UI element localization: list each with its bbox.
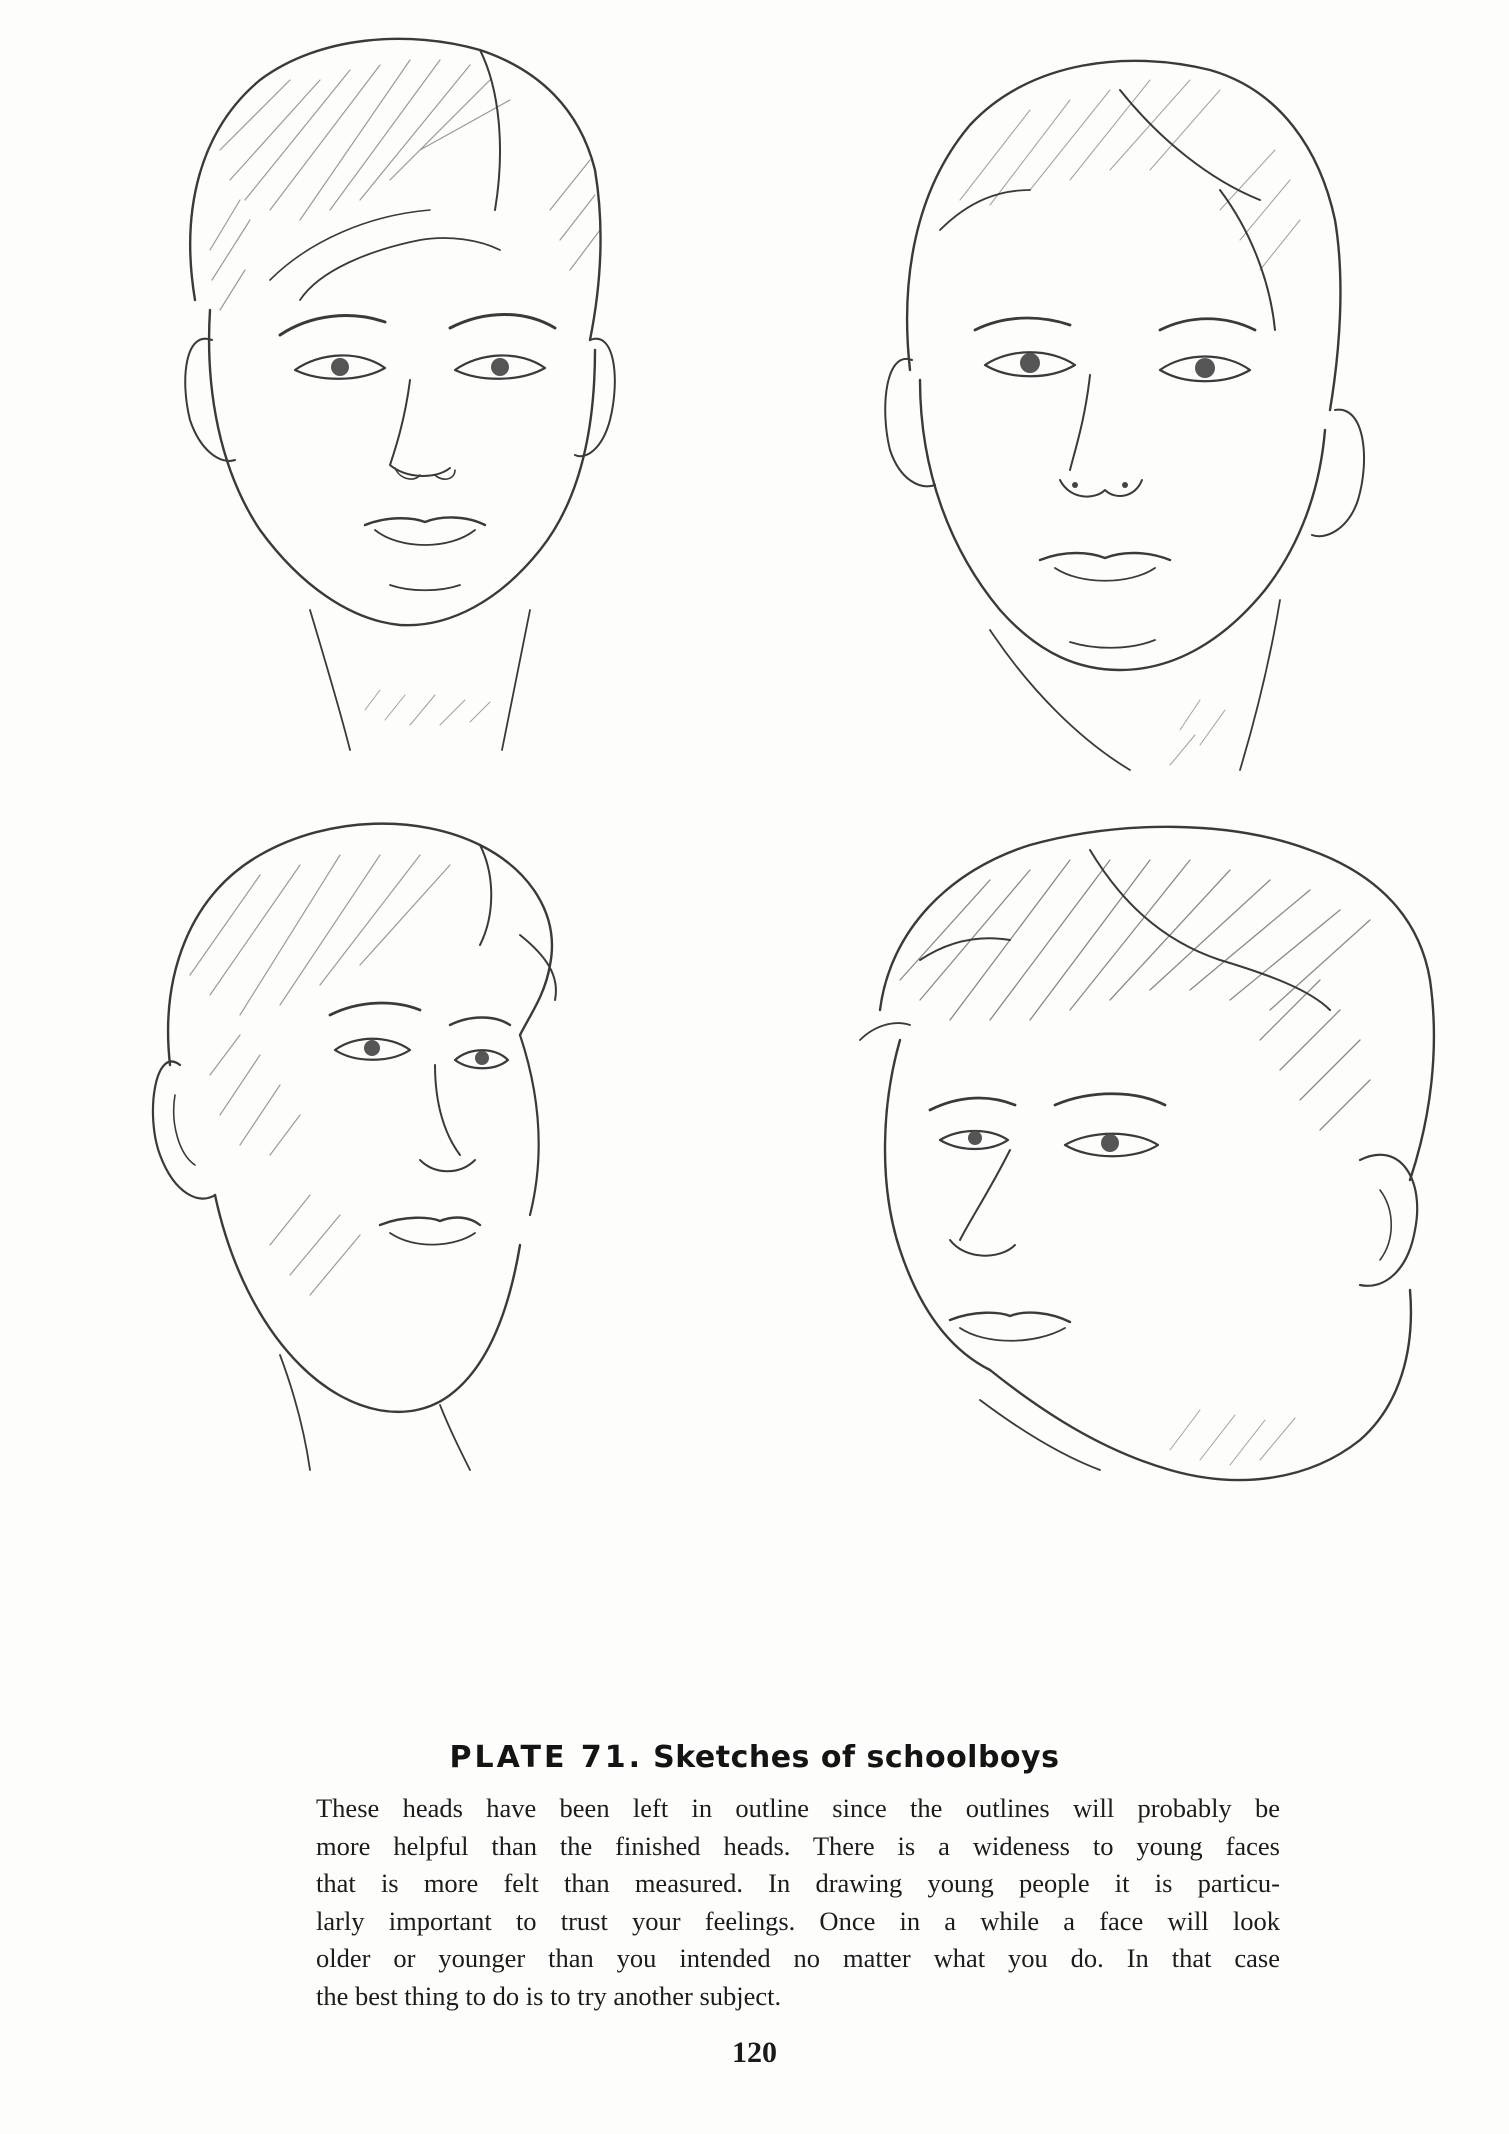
caption-line: more helpful than the finished heads. There is a wideness to young faces: [316, 1830, 1280, 1861]
plate-title: Sketches of schoolboys: [653, 1740, 1060, 1775]
schoolboy-sketch-three-quarter-left: [150, 815, 710, 1475]
caption-line: These heads have been left in outline since the outlines will probably be: [316, 1793, 1280, 1823]
page-number: 120: [732, 2036, 777, 2069]
plate-caption-title: [0, 1740, 1509, 1775]
plate-label: PLATE 71.: [449, 1740, 644, 1775]
schoolboy-sketch-front-right: [880, 30, 1440, 800]
plate-caption-body: [316, 1790, 1280, 2015]
caption-line: the best thing to do is to try another subject.: [316, 1980, 782, 2011]
schoolboy-sketch-three-quarter-right: [840, 810, 1460, 1550]
caption-line: older or younger than you intended no matter what you do. In that case: [316, 1943, 1280, 1973]
caption-line: larly important to trust your feelings. Once in a while a face will look: [316, 1905, 1280, 1936]
caption-line: that is more felt than measured. In drawing young people it is particu-: [316, 1868, 1280, 1898]
schoolboy-sketch-front-left: [150, 10, 710, 780]
